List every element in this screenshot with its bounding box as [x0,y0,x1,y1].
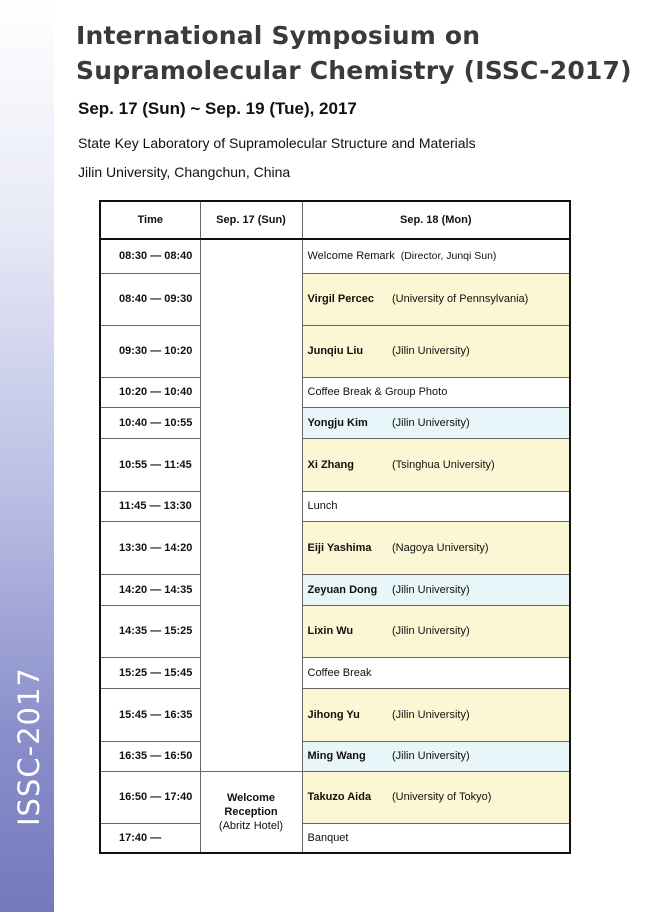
sep17-empty-cell [200,239,302,771]
speaker-name: Eiji Yashima [302,521,389,574]
page-title [76,18,632,88]
speaker-name: Lixin Wu [302,605,389,657]
welcome-reception-cell [200,771,302,853]
speaker-name: Junqiu Liu [302,325,389,377]
welcome-line-2: Reception [224,805,278,818]
header-sep18: Sep. 18 (Mon) [302,201,570,239]
welcome-venue: (Abritz Hotel) [218,819,284,832]
event-cell: Coffee Break [302,657,570,688]
speaker-affiliation: (Jilin University) [389,574,570,605]
venue-line-1: State Key Laboratory of Supramolecular Structure and Materials [78,135,476,151]
header-sep17: Sep. 17 (Sun) [200,201,302,239]
speaker-affiliation: (Jilin University) [389,741,570,771]
time-cell: 14:20 — 14:35 [100,574,200,605]
speaker-name: Takuzo Aida [302,771,389,823]
time-cell: 08:30 — 08:40 [100,239,200,273]
speaker-name: Zeyuan Dong [302,574,389,605]
time-cell: 10:20 — 10:40 [100,377,200,407]
speaker-affiliation: (Tsinghua University) [389,438,570,491]
time-cell: 15:25 — 15:45 [100,657,200,688]
event-cell [302,239,570,273]
table-row [100,688,570,741]
event-dates: Sep. 17 (Sun) ~ Sep. 19 (Tue), 2017 [78,99,357,118]
table-row [100,823,570,853]
time-cell: 11:45 — 13:30 [100,491,200,521]
time-cell: 17:40 — [100,823,200,853]
event-label: Welcome Remark [307,250,395,263]
title-line-1: International Symposium on [76,21,481,50]
event-cell: Banquet [302,823,570,853]
table-row [100,273,570,325]
speaker-affiliation: (Jilin University) [389,688,570,741]
table-row [100,407,570,438]
speaker-name: Ming Wang [302,741,389,771]
venue-line-2: Jilin University, Changchun, China [78,164,291,180]
table-row [100,239,570,273]
speaker-name: Xi Zhang [302,438,389,491]
time-cell: 09:30 — 10:20 [100,325,200,377]
speaker-name: Virgil Percec [302,273,389,325]
speaker-affiliation: (Jilin University) [389,325,570,377]
time-cell: 16:50 — 17:40 [100,771,200,823]
title-line-2: Supramolecular Chemistry (ISSC-2017) [76,56,632,85]
table-row [100,574,570,605]
event-cell: Coffee Break & Group Photo [302,377,570,407]
speaker-affiliation: (Jilin University) [389,407,570,438]
event-cell: Lunch [302,491,570,521]
header-time: Time [100,201,200,239]
speaker-name: Yongju Kim [302,407,389,438]
table-row [100,491,570,521]
speaker-affiliation: (Nagoya University) [389,521,570,574]
time-cell: 13:30 — 14:20 [100,521,200,574]
table-row [100,741,570,771]
table-row [100,377,570,407]
time-cell: 10:40 — 10:55 [100,407,200,438]
time-cell: 15:45 — 16:35 [100,688,200,741]
speaker-affiliation: (Jilin University) [389,605,570,657]
table-row [100,438,570,491]
time-cell: 14:35 — 15:25 [100,605,200,657]
speaker-affiliation: (University of Tokyo) [389,771,570,823]
speaker-name: Jihong Yu [302,688,389,741]
table-row [100,605,570,657]
time-cell: 10:55 — 11:45 [100,438,200,491]
welcome-line-1: Welcome [226,791,276,804]
event-note: (Director, Junqi Sun) [400,250,497,263]
side-vertical-label: ISSC-2017 [12,667,46,826]
speaker-affiliation: (University of Pennsylvania) [389,273,570,325]
table-row [100,521,570,574]
schedule-table [99,200,571,854]
time-cell: 08:40 — 09:30 [100,273,200,325]
schedule-header-row [100,201,570,239]
table-row [100,771,570,823]
table-row [100,325,570,377]
time-cell: 16:35 — 16:50 [100,741,200,771]
table-row [100,657,570,688]
